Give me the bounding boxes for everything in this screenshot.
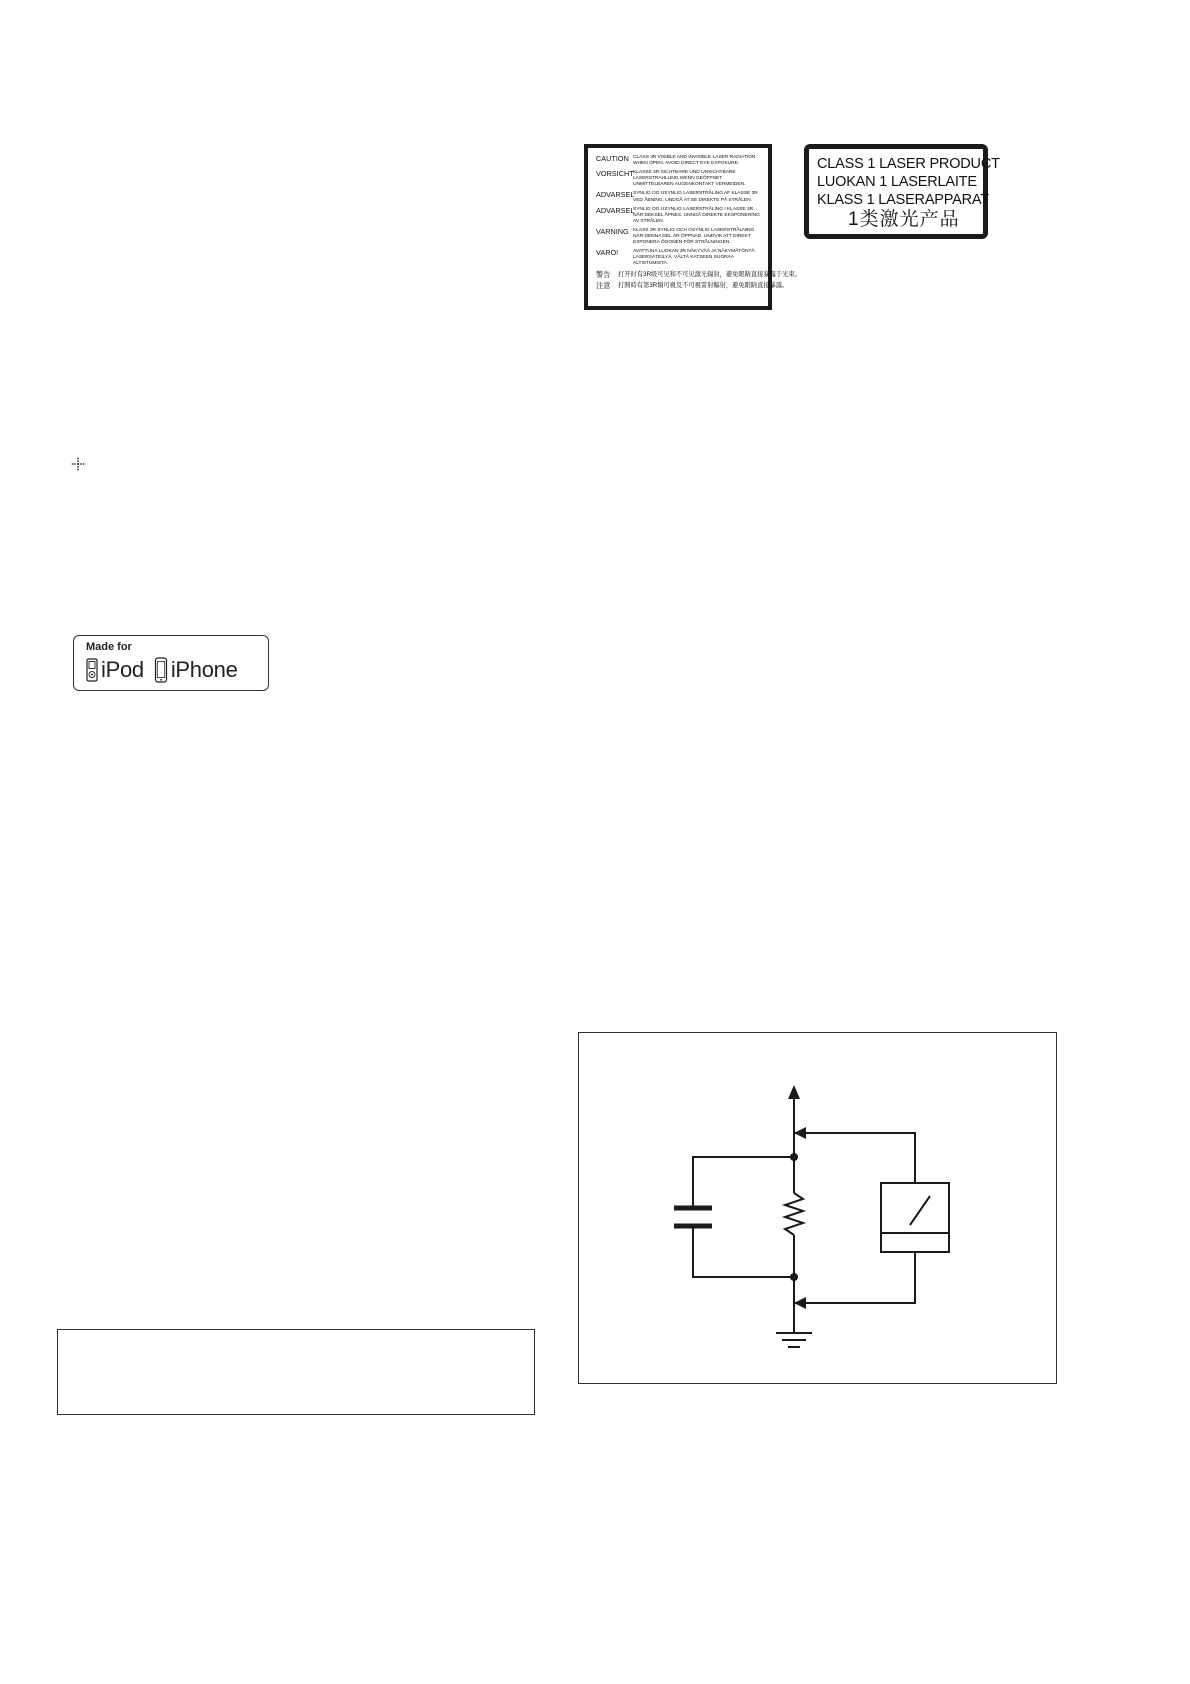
ipod-icon xyxy=(86,658,98,682)
cap-top-wire xyxy=(693,1157,794,1208)
class1-laser-label xyxy=(804,144,1000,239)
class1-line-fi: LUOKAN 1 LASERLAITE xyxy=(817,174,977,190)
meter-needle xyxy=(910,1196,930,1225)
caution-row xyxy=(596,249,762,267)
empty-note-box xyxy=(57,1329,535,1415)
resistor-symbol xyxy=(785,1193,803,1235)
badge-ipod: iPod xyxy=(101,657,144,682)
caution-row-text: KLASS 3R SYNLIG OCH OSYNLIG LASERSTRÅLNING NÄR DENNA DEL ÄR ÖPPNAD. UNDVIK ATT DIREKT EXPONERA ÖGONEN FÖR STRÅLNINGEN. xyxy=(633,227,755,246)
up-arrow xyxy=(788,1085,800,1099)
caution-row xyxy=(596,228,762,246)
caution-cjk-text: 打开时有3R级可见和不可见激光辐射，避免眼睛直接暴露于光束。 xyxy=(618,270,801,278)
caution-row-text: CLASS 3R VISIBLE AND INVISIBLE LASER RADIATION WHEN OPEN. AVOID DIRECT EYE EXPOSURE. xyxy=(633,155,756,167)
class1-line-zh: 1类激光产品 xyxy=(848,209,960,230)
node-top xyxy=(790,1153,798,1161)
caution-row-key: ADVARSEL xyxy=(596,205,635,215)
class1-line-sv: KLASS 1 LASERAPPARAT xyxy=(817,192,989,208)
caution-row-key: ADVARSEL xyxy=(596,190,635,200)
arrow-top-in xyxy=(794,1127,806,1139)
badge-iphone: iPhone xyxy=(170,657,238,682)
caution-row-text: SYNLIG OG USYNLIG LASERSTRÅLING I KLASSE 3R NÅR DEKSEL ÅPNES. UNNGÅ DIREKTE EKSPONERING AV STRÅLEN. xyxy=(633,206,760,224)
caution-row xyxy=(596,170,762,188)
caution-cjk-text: 打開時有第3R類可視及不可視雷射輻射，避免眼睛直接暴露。 xyxy=(618,281,789,289)
meter-top-wire xyxy=(794,1133,915,1183)
caution-row xyxy=(596,191,762,203)
badge-made-for: Made for xyxy=(86,641,132,653)
caution-row-text: SYNLIG OG USYNLIG LASERSTRÅLING AF KLASSE 3R VED ÅBNING. UNDGÅ AT SE DIREKTE PÅ STRÅLEN. xyxy=(633,191,758,203)
laser-caution-label xyxy=(584,144,801,310)
ground-symbol xyxy=(776,1333,812,1347)
caution-row xyxy=(596,207,762,225)
caution-row-key: VARNING xyxy=(596,226,629,236)
cap-bottom-wire xyxy=(693,1226,794,1277)
capacitor-symbol xyxy=(674,1208,712,1226)
caution-cjk-key: 注意 xyxy=(596,280,611,290)
caution-row-text: KLASSE 3R SICHTBARE UND UNSICHTBARE LASERSTRAHLUNG WENN GEÖFFNET. UNMITTELBAREN AUGENKONTAKT VERMEIDEN. xyxy=(633,170,746,188)
caution-row xyxy=(596,155,762,167)
circuit-diagram-box xyxy=(578,1032,1057,1384)
caution-row-key: CAUTION xyxy=(596,154,629,163)
meter-bottom-wire xyxy=(794,1252,915,1303)
made-for-badge xyxy=(73,635,269,691)
caution-row-key: VARO! xyxy=(596,248,619,258)
badge-products xyxy=(86,657,238,683)
dotted-cross-icon xyxy=(71,457,85,471)
caution-row-text: AVATTUNA LUOKAN 3R NÄKYVÄÄ JA NÄKYMÄTÖNTÄ LASERSÄTEILYÄ. VÄLTÄ KATSEEN SUORAA ALTISTUMISTA. xyxy=(633,249,755,267)
node-bottom xyxy=(790,1273,798,1281)
arrow-bottom-in xyxy=(794,1297,806,1309)
leakage-test-circuit xyxy=(579,1033,1056,1383)
caution-cjk-row xyxy=(596,269,801,279)
caution-cjk-key: 警告 xyxy=(596,269,611,279)
caution-row-key: VORSICHT xyxy=(596,169,634,179)
iphone-icon xyxy=(154,657,168,683)
caution-cjk-row xyxy=(596,280,789,290)
class1-line-en: CLASS 1 LASER PRODUCT xyxy=(817,156,1000,172)
